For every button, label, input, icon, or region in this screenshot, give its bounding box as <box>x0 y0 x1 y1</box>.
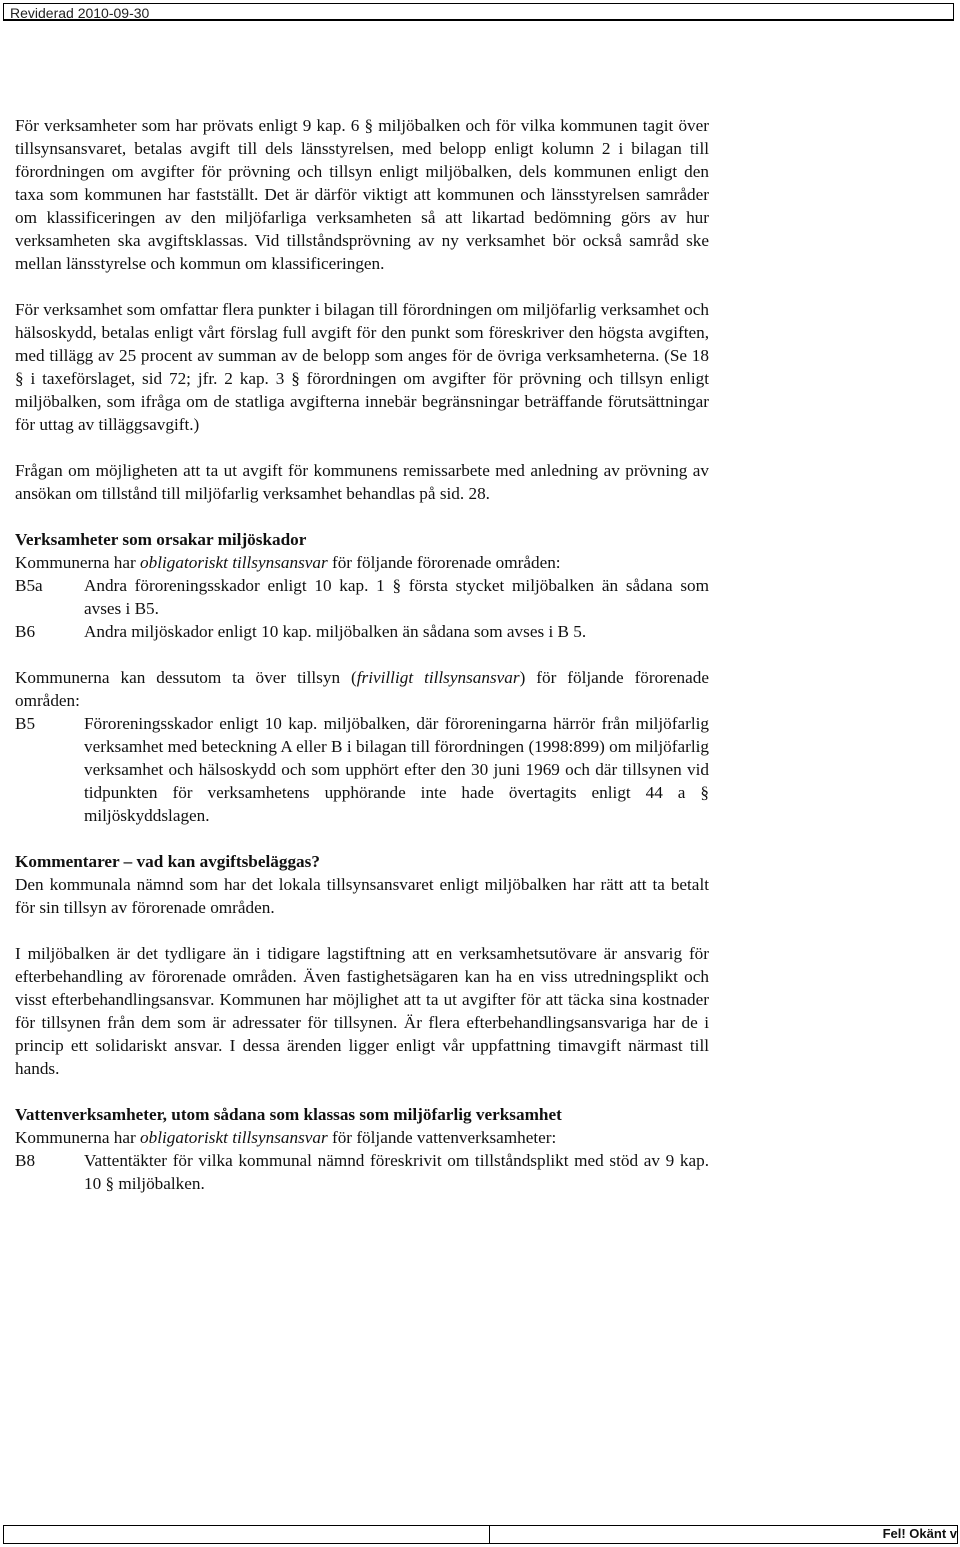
footer-bar <box>3 1525 958 1544</box>
item-text: Andra föroreningsskador enligt 10 kap. 1 § första stycket miljöbalken än sådana som avses i B5. <box>84 576 709 618</box>
heading-comments: Kommentarer – vad kan avgiftsbeläggas? <box>15 852 320 871</box>
intro-mandatory-supervision: Kommunerna har obligatoriskt tillsynsansvar för följande förorenade områden: <box>15 553 561 572</box>
paragraph-remediation: I miljöbalken är det tydligare än i tidigare lagstiftning att en verksamhetsutövare är ansvarig för efterbehandling av förorenade områden. Även fastighetsägaren kan ha en viss utredningsplikt och visst efterbehandlingsansvar. Kommunen har möjlighet att ta ut avgifter för att täcka sina kostnader för tillsynen från dem som är adressater för tillsynen. Är flera efterbehandlingsansvariga har de i princip ett solidariskt ansvar. I dessa ärenden ligger enligt vår uppfattning timavgift närmast till hands. <box>15 944 709 1078</box>
list-item-b8 <box>15 1149 709 1195</box>
revision-date: Reviderad 2010-09-30 <box>10 5 150 21</box>
footer-field-error: Fel! Okänt v <box>882 1526 957 1541</box>
intro-water-supervision: Kommunerna har obligatoriskt tillsynsansvar för följande vattenverksamheter: <box>15 1128 557 1147</box>
heading-water-activities: Vattenverksamheter, utom sådana som klassas som miljöfarlig verksamhet <box>15 1105 562 1124</box>
paragraph-referral-work: Frågan om möjligheten att ta ut avgift för kommunens remissarbete med anledning av prövning av ansökan om tillstånd till miljöfarlig verksamhet behandlas på sid. 28. <box>15 461 709 503</box>
document-body <box>15 114 709 1195</box>
header-bar <box>3 3 954 21</box>
item-code: B5 <box>15 714 36 733</box>
list-item-b5 <box>15 712 709 827</box>
item-text: Föroreningsskador enligt 10 kap. miljöbalken, där föroreningarna härrör från miljöfarlig verksamhet med beteckning A eller B i bilagan till förordningen (1998:899) om miljöfarlig verksamhet och hälsoskydd och som upphört efter den 30 juni 1969 och där tillsynen vid tidpunkten för verksamhetens upphörande inte hade övertagits enligt 44 a § miljöskyddslagen. <box>84 714 709 825</box>
item-code: B6 <box>15 622 36 641</box>
item-code: B8 <box>15 1151 36 1170</box>
intro-voluntary-supervision: Kommunerna kan dessutom ta över tillsyn (frivilligt tillsynsansvar) för följande förorenade områden: <box>15 668 709 710</box>
list-item-b5a <box>15 574 709 620</box>
paragraph-municipal-board: Den kommunala nämnd som har det lokala tillsynsansvaret enligt miljöbalken har rätt att ta betalt för sin tillsyn av förorenade områden. <box>15 875 709 917</box>
item-text: Andra miljöskador enligt 10 kap. miljöbalken än sådana som avses i B 5. <box>84 622 587 641</box>
item-text: Vattentäkter för vilka kommunal nämnd föreskrivit om tillståndsplikt med stöd av 9 kap. 10 § miljöbalken. <box>84 1151 709 1193</box>
paragraph-county-fees: För verksamheter som har prövats enligt 9 kap. 6 § miljöbalken och för vilka kommunen tagit över tillsynsansvaret, betalas avgift till dels länsstyrelsen, med belopp enligt kolumn 2 i bilagan till förordningen om avgifter för prövning och tillsyn enligt miljöbalken, dels kommunen enligt den taxa som kommunen har fastställt. Det är därför viktigt att kommunen och länsstyrelsen samråder om klassificeringen av den miljöfarliga verksamheten så att likartad bedömning görs av hur verksamheten ska avgiftsklassas. Vid tillståndsprövning av ny verksamhet bör också samråd ske mellan länsstyrelse och kommun om klassificeringen. <box>15 116 709 273</box>
heading-environmental-damage: Verksamheter som orsakar miljöskador <box>15 530 307 549</box>
list-item-b6 <box>15 620 709 643</box>
paragraph-multiple-activities: För verksamhet som omfattar flera punkter i bilagan till förordningen om miljöfarlig verksamhet och hälsoskydd, betalas enligt vårt förslag full avgift för den punkt som föreskriver den högsta avgiften, med tillägg av 25 procent av summan av de belopp som anges för de övriga verksamheterna. (Se 18 § i taxeförslaget, sid 72; jfr. 2 kap. 3 § förordningen om avgifter för prövning och tillsyn enligt miljöbalken, som ifråga om de statliga avgifterna innebär begränsningar beträffande förutsättningar för uttag av tilläggsavgift.) <box>15 300 709 434</box>
footer-divider <box>489 1526 490 1543</box>
item-code: B5a <box>15 576 43 595</box>
